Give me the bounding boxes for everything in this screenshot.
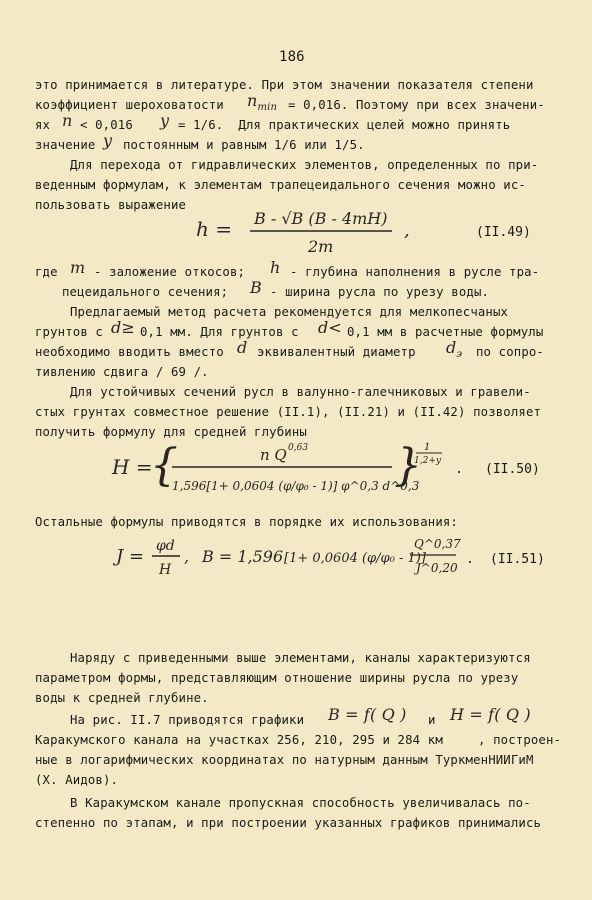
text-line: Наряду с приведенными выше элементами, каналы характеризуются	[70, 651, 531, 665]
text-line: воды к средней глубине.	[35, 691, 209, 705]
text-line: - заложение откосов;	[94, 265, 246, 279]
text-line: (Х. Аидов).	[35, 773, 119, 787]
text-line: , построен-	[478, 733, 562, 747]
eq50-right-brace: }	[394, 440, 422, 491]
text-line: ные в логарифмических координатах по натурным данным ТуркменНИИГиМ	[35, 753, 534, 767]
symbol-B: B	[250, 278, 262, 297]
text-line: = 1/6. Для практических целей можно принять	[178, 118, 511, 132]
eq49-denominator: 2m	[308, 237, 334, 256]
equation-number: (II.51)	[490, 552, 545, 567]
text-line: - ширина русла по урезу воды.	[270, 285, 490, 299]
text-line: эквивалентный диаметр	[257, 345, 416, 359]
text-line: 0,1 мм. Для грунтов с	[140, 325, 299, 339]
text-line: веденным формулам, к элементам трапецеидального сечения можно ис-	[35, 178, 526, 192]
text-line: это принимается в литературе. При этом значении показателя степени	[35, 78, 534, 92]
equation-ii-49	[196, 204, 426, 264]
formula-B-f-Q: B = f( Q )	[328, 705, 407, 724]
symbol-d-ge: d≥	[111, 318, 135, 337]
equation-ii-50	[112, 432, 452, 506]
text-line: значение	[35, 138, 96, 152]
formula-H-f-Q: H = f( Q )	[450, 705, 531, 724]
eq51-j-den: H	[159, 562, 172, 578]
text-line: 0,1 мм в расчетные формулы	[347, 325, 544, 339]
text-line: по сопро-	[476, 345, 544, 359]
symbol-n: n	[62, 111, 73, 130]
eq51-j-lhs: J =	[116, 546, 145, 567]
equation-number: (II.49)	[476, 225, 531, 240]
text-line: Остальные формулы приводятся в порядке их использования:	[35, 515, 458, 529]
equation-ii-51	[116, 528, 461, 590]
symbol-d-lt: d<	[318, 318, 342, 337]
text-line: получить формулу для средней глубины	[35, 425, 307, 439]
eq50-outer-exp-den: 1,2+y	[414, 456, 441, 466]
eq51-b-lhs: B = 1,596	[202, 547, 284, 566]
text-line: тивлению сдвига / 69 /.	[35, 365, 209, 379]
symbol-y: y	[103, 131, 113, 150]
text-line: степенно по этапам, и при построении указанных графиков принимались	[35, 816, 542, 830]
symbol-d: d	[237, 338, 248, 357]
eq50-numerator: n Q	[260, 446, 287, 464]
text-line: Каракумского канала на участках 256, 210, 295 и 284 км	[35, 733, 443, 747]
symbol-d-e: $d_э$	[446, 338, 463, 361]
text-line: коэффициент шероховатости	[35, 98, 224, 112]
text-line: < 0,016	[80, 118, 133, 132]
eq51-b-den: J^0,20	[416, 561, 458, 575]
eq49-comma: ,	[404, 220, 410, 241]
text-line: грунтов с	[35, 325, 103, 339]
eq51-comma: ,	[184, 547, 190, 566]
eq50-numerator-exp: 0,63	[288, 443, 309, 453]
text-line: параметром формы, представляющим отношение ширины русла по урезу	[35, 671, 519, 685]
equation-dot: .	[455, 462, 463, 477]
text-line: На рис. II.7 приводятся графики	[70, 713, 305, 727]
page-number: 186	[279, 49, 305, 65]
equation-dot: .	[466, 552, 474, 567]
eq51-b-num: Q^0,37	[414, 537, 461, 551]
text-line: необходимо вводить вместо	[35, 345, 224, 359]
text-line: = 0,016. Поэтому при всех значени-	[288, 98, 545, 112]
text-line: пецеидального сечения;	[62, 285, 229, 299]
text-line: где	[35, 265, 58, 279]
equation-number: (II.50)	[485, 462, 540, 477]
symbol-y: y	[160, 111, 170, 130]
eq51-j-num: φd	[156, 538, 175, 554]
text-line: - глубина наполнения в русле тра-	[290, 265, 540, 279]
text-line: стых грунтах совместное решение (II.1), (II.21) и (II.42) позволяет	[35, 405, 542, 419]
text-line: пользовать выражение	[35, 198, 187, 212]
eq49-lhs: h =	[196, 217, 232, 241]
text-line: ях	[35, 118, 51, 132]
eq49-numerator: B - √B (B - 4mH)	[254, 209, 388, 228]
eq51-b-bracket: [1+ 0,0604 (φ/φ₀ - 1)]	[284, 551, 426, 566]
text-line: Для перехода от гидравлических элементов, определенных по при-	[70, 158, 539, 172]
symbol-n-min: $n_{min}$	[247, 91, 278, 114]
symbol-h: h	[270, 258, 281, 277]
eq50-left-brace: {	[150, 440, 178, 491]
text-line: В Каракумском канале пропускная способность увеличивалась по-	[70, 796, 531, 810]
eq50-lhs: H =	[112, 455, 153, 479]
symbol-m: m	[70, 258, 86, 277]
text-line: и	[428, 713, 436, 727]
text-line: постоянным и равным 1/6 или 1/5.	[123, 138, 365, 152]
text-line: Для устойчивых сечений русл в валунно-галечниковых и гравели-	[70, 385, 531, 399]
eq50-outer-exp-num: 1	[424, 442, 431, 453]
eq50-denominator: 1,596[1+ 0,0604 (φ/φ₀ - 1)] φ^0,3 d^0,3	[172, 479, 420, 493]
text-line: Предлагаемый метод расчета рекомендуется для мелкопесчаных	[70, 305, 509, 319]
